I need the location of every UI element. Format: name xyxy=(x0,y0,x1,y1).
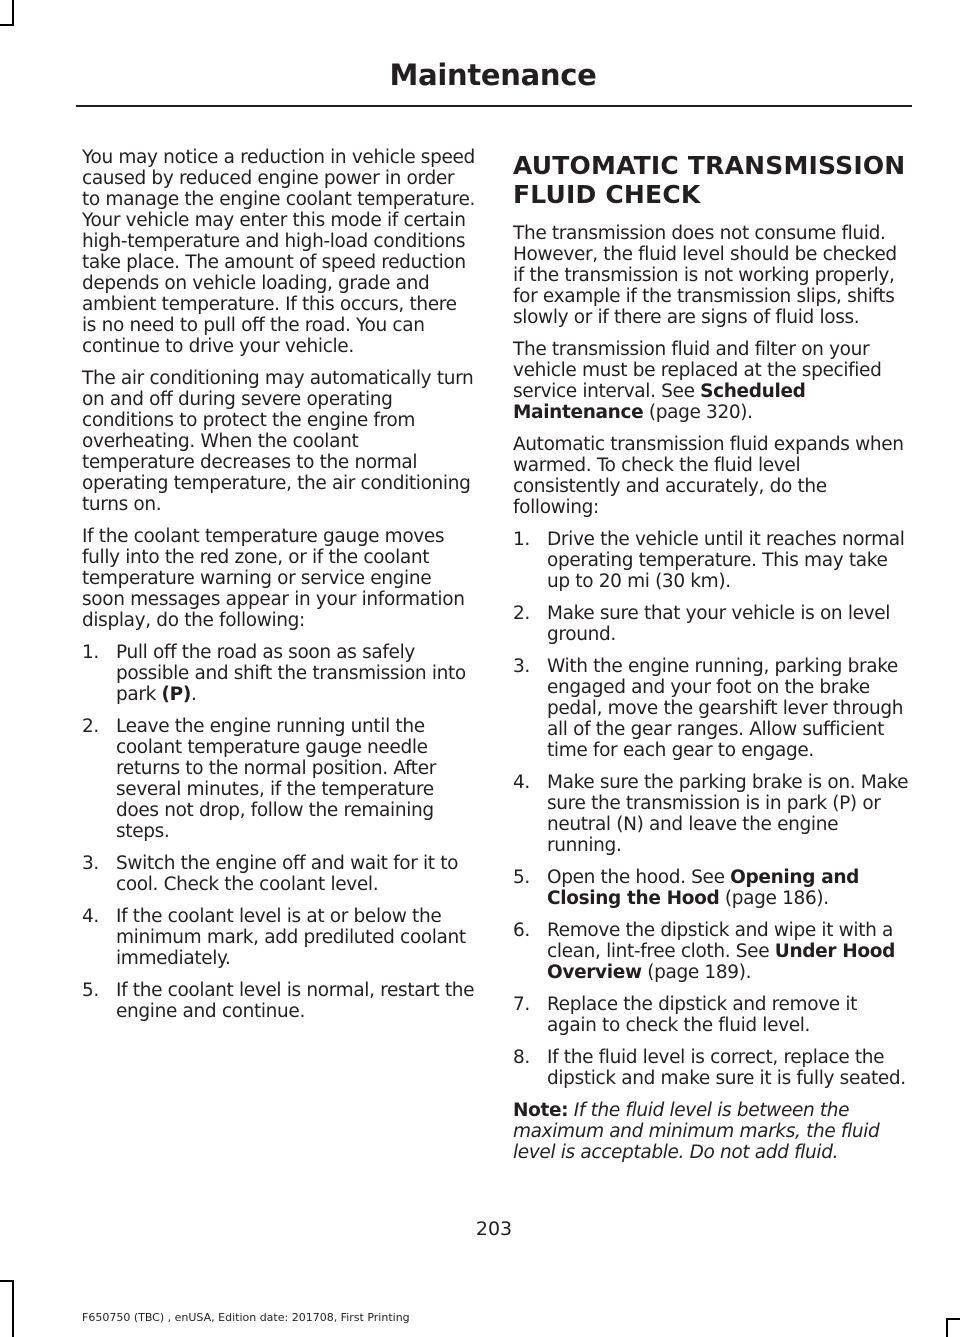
paragraph: If the coolant temperature gauge moves fully into the red zone, or if the coolant temperature warning or service engine soon messages appear in your information display, do the following: xyxy=(82,526,465,631)
crop-mark xyxy=(12,0,14,26)
footer-edition-info: F650750 (TBC) , enUSA, Edition date: 201708, First Printing xyxy=(82,1311,410,1324)
step-number: 4. xyxy=(513,772,530,793)
cross-reference-link[interactable]: Under Hood Overview xyxy=(547,941,895,983)
crop-mark xyxy=(0,1280,14,1282)
step-number: 4. xyxy=(82,906,99,927)
step-text: If the fluid level is correct, replace the dipstick and make sure it is fully seated. xyxy=(547,1047,906,1089)
list-item xyxy=(82,853,476,895)
left-column xyxy=(82,147,476,1033)
page-reference: (page 189). xyxy=(641,962,752,983)
step-number: 1. xyxy=(513,529,530,550)
step-number: 1. xyxy=(82,642,99,663)
paragraph: The air conditioning may automatically turn on and off during severe operating conditions to protect the engine from overheating. When the coolant temperature decreases to the normal operating temperature, the air conditioning turns on. xyxy=(82,368,474,515)
step-number: 2. xyxy=(513,603,530,624)
list-item xyxy=(82,716,476,842)
step-text: With the engine running, parking brake engaged and your foot on the brake pedal, move the gearshift lever through all of the gear ranges. Allow sufficient time for each gear to engage. xyxy=(547,656,904,761)
step-bold: (P) xyxy=(161,684,191,705)
step-number: 5. xyxy=(82,980,99,1001)
step-number: 6. xyxy=(513,920,530,941)
crop-mark xyxy=(0,24,14,26)
note-label: Note: xyxy=(513,1100,569,1121)
step-number: 5. xyxy=(513,867,530,888)
paragraph: The transmission does not consume fluid. However, the fluid level should be checked if the transmission is not working properly, for example if the transmission slips, shifts slowly or if there are signs of fluid loss. xyxy=(513,223,897,328)
cross-reference-link[interactable]: Scheduled Maintenance xyxy=(513,381,806,423)
step-text: If the coolant level is normal, restart the engine and continue. xyxy=(116,980,475,1022)
page-title: Maintenance xyxy=(389,58,597,92)
step-number: 3. xyxy=(82,853,99,874)
header-rule xyxy=(76,105,912,107)
list-item xyxy=(513,994,909,1036)
step-text: Pull off the road as soon as safely possible and shift the transmission into park xyxy=(116,642,466,705)
list-item xyxy=(513,772,909,856)
step-number: 7. xyxy=(513,994,530,1015)
section-heading: AUTOMATIC TRANSMISSION FLUID CHECK xyxy=(513,151,906,209)
step-number: 3. xyxy=(513,656,530,677)
paragraph: You may notice a reduction in vehicle speed caused by reduced engine power in order to manage the engine coolant temperature. Your vehicle may enter this mode if certain high-temperature and high-load conditions take place. The amount of speed reduction depends on vehicle loading, grade and ambient temperature. If this occurs, there is no need to pull off the road. You can continue to drive your vehicle. xyxy=(82,147,476,357)
page-number: 203 xyxy=(475,1218,513,1240)
step-text: Switch the engine off and wait for it to cool. Check the coolant level. xyxy=(116,853,459,895)
step-number: 8. xyxy=(513,1047,530,1068)
step-tail: . xyxy=(190,684,197,705)
step-text: Remove the dipstick and wipe it with a clean, lint-free cloth. See xyxy=(547,920,894,962)
list-item xyxy=(513,867,909,909)
crop-mark xyxy=(12,1280,14,1337)
step-text: Make sure the parking brake is on. Make sure the transmission is in park (P) or neutral (N) and leave the engine running. xyxy=(547,772,909,856)
paragraph-text: The transmission fluid and filter on your vehicle must be replaced at the specified service interval. See xyxy=(513,339,882,402)
list-item xyxy=(513,529,909,592)
cross-reference-link[interactable]: Opening and Closing the Hood xyxy=(547,867,860,909)
list-item xyxy=(513,656,909,761)
crop-mark xyxy=(946,1318,948,1337)
page-reference: (page 186). xyxy=(719,888,829,909)
paragraph xyxy=(513,339,909,423)
step-text: Drive the vehicle until it reaches normal operating temperature. This may take up to 20 mi (30 km). xyxy=(547,529,905,592)
page-reference: (page 320). xyxy=(643,402,753,423)
list-item xyxy=(513,1047,909,1089)
step-text: Make sure that your vehicle is on level ground. xyxy=(547,603,891,645)
crop-mark xyxy=(946,1318,960,1320)
list-item xyxy=(82,980,476,1022)
paragraph: Automatic transmission fluid expands when warmed. To check the fluid level consistently and accurately, do the following: xyxy=(513,434,904,518)
step-text: Leave the engine running until the coolant temperature gauge needle returns to the normal position. After several minutes, if the temperature does not drop, follow the remaining steps. xyxy=(116,716,436,842)
step-number: 2. xyxy=(82,716,99,737)
coolant-steps-list xyxy=(82,642,476,1022)
note xyxy=(513,1100,909,1163)
fluid-check-steps-list xyxy=(513,529,909,1089)
note-text: If the fluid level is between the maximum and minimum marks, the fluid level is acceptable. Do not add fluid. xyxy=(513,1100,880,1163)
list-item xyxy=(82,906,476,969)
step-text: Open the hood. See xyxy=(547,867,731,888)
list-item xyxy=(82,642,476,705)
right-column xyxy=(513,147,909,1174)
step-text: If the coolant level is at or below the minimum mark, add prediluted coolant immediately. xyxy=(116,906,466,969)
step-text: Replace the dipstick and remove it again to check the fluid level. xyxy=(547,994,858,1036)
list-item xyxy=(513,603,909,645)
list-item xyxy=(513,920,909,983)
